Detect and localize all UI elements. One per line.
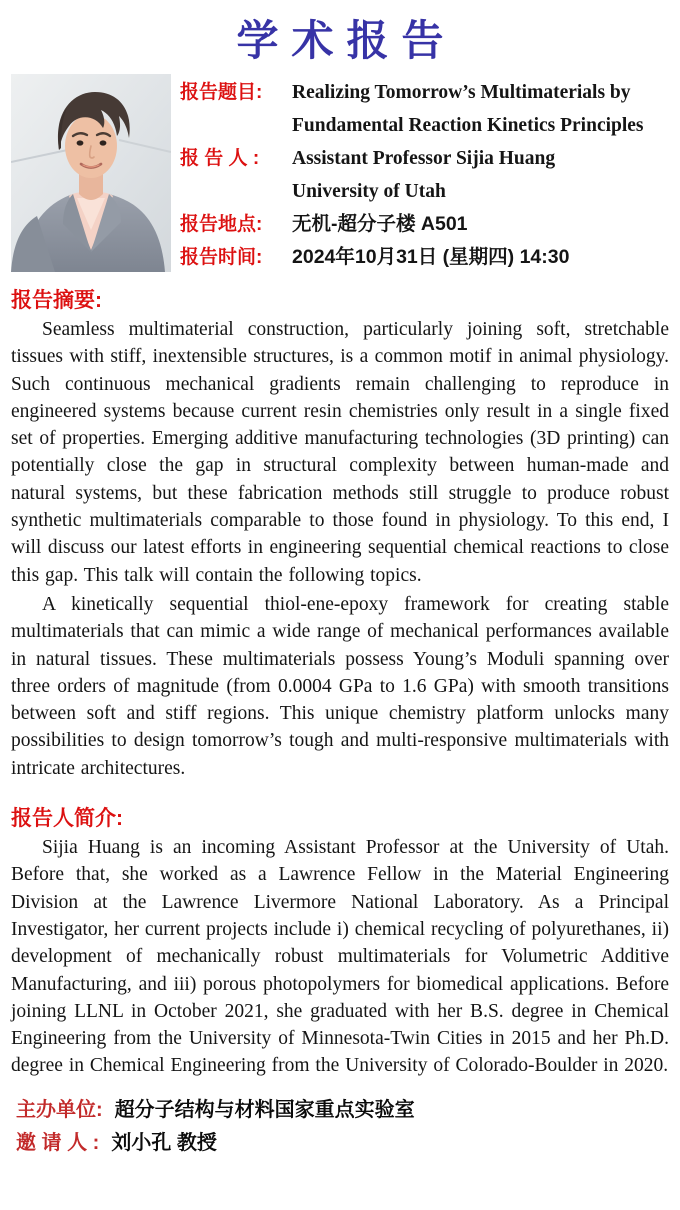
field-inviter bbox=[16, 1127, 680, 1160]
speaker-photo bbox=[11, 74, 171, 272]
footer-block bbox=[16, 1094, 680, 1160]
speaker-affiliation: University of Utah bbox=[292, 181, 446, 202]
location-label: 报告地点: bbox=[180, 214, 263, 235]
inviter-value: 刘小孔 教授 bbox=[111, 1131, 217, 1154]
talk-title-label: 报告题目: bbox=[180, 82, 263, 103]
location-value: 无机-超分子楼 A501 bbox=[292, 213, 468, 235]
abstract-paragraph-2: A kinetically sequential thiol-ene-epoxy framework for creating stable multimaterials that can mimic a wide range of mechanical performances available in natural tissues. These multimaterials possess Young’s Moduli spanning over three orders of magnitude (from 0.0004 GPa to 1.6 GPa) with smooth transitions between soft and stiff regions. This unique chemistry platform unlocks many possibilities to design tomorrow’s tough and multi-responsive multimaterials with intricate architectures. bbox=[11, 593, 669, 779]
bio-paragraph: Sijia Huang is an incoming Assistant Professor at the University of Utah. Before that, she worked as a Lawrence Fellow in the Material Engineering Division at the Lawrence Livermore National Laboratory. As a Principal Investigator, her current projects include i) chemical recycling of polyurethanes, ii) development of mechanically robust multimaterials for Volumetric Additive Manufacturing, and iii) porous photopolymers for biomedical applications. Before joining LLNL in October 2021, she graduated with her B.S. degree in Chemical Engineering from the University of Minnesota-Twin Cities in 2015 and her Ph.D. degree in Chemical Engineering from the University of Colorado-Boulder in 2020. bbox=[11, 837, 669, 1077]
abstract-paragraph-1: Seamless multimaterial construction, particularly joining soft, stretchable tissues with stiff, inextensible structures, is a common motif in animal physiology. Such continuous mechanical gradients remain challenging to reproduce in engineered systems because current resin chemistries only result in a single fixed set of properties. Emerging additive manufacturing technologies (3D printing) can potentially close the gap in structural complexity between human-made and natural systems, but these fabrication methods still struggle to produce robust synthetic multimaterials comparable to those found in physiology. To this end, I will discuss our latest efforts in engineering sequential chemical reactions to close this gap. This talk will contain the following topics. bbox=[11, 319, 669, 586]
field-organizer bbox=[16, 1094, 680, 1127]
field-speaker bbox=[180, 142, 669, 208]
field-location bbox=[180, 208, 669, 241]
abstract-heading: 报告摘要: bbox=[11, 289, 102, 312]
organizer-label: 主办单位: bbox=[16, 1098, 103, 1121]
header-block bbox=[11, 74, 669, 272]
time-label: 报告时间: bbox=[180, 247, 263, 268]
talk-info bbox=[171, 74, 669, 272]
speaker-label: 报 告 人 : bbox=[180, 148, 260, 169]
time-value: 2024年10月31日 (星期四) 14:30 bbox=[292, 246, 570, 268]
speaker-name: Assistant Professor Sijia Huang bbox=[292, 148, 556, 169]
inviter-label: 邀 请 人 : bbox=[16, 1131, 100, 1154]
page-title: 学术报告 bbox=[236, 17, 457, 64]
talk-title-line-2: Fundamental Reaction Kinetics Principles bbox=[292, 115, 644, 136]
bio-heading: 报告人简介: bbox=[11, 807, 123, 831]
field-time bbox=[180, 241, 669, 274]
organizer-value: 超分子结构与材料国家重点实验室 bbox=[114, 1098, 415, 1121]
talk-title-line-1: Realizing Tomorrow’s Multimaterials by bbox=[292, 82, 631, 103]
field-talk-title bbox=[180, 76, 669, 142]
